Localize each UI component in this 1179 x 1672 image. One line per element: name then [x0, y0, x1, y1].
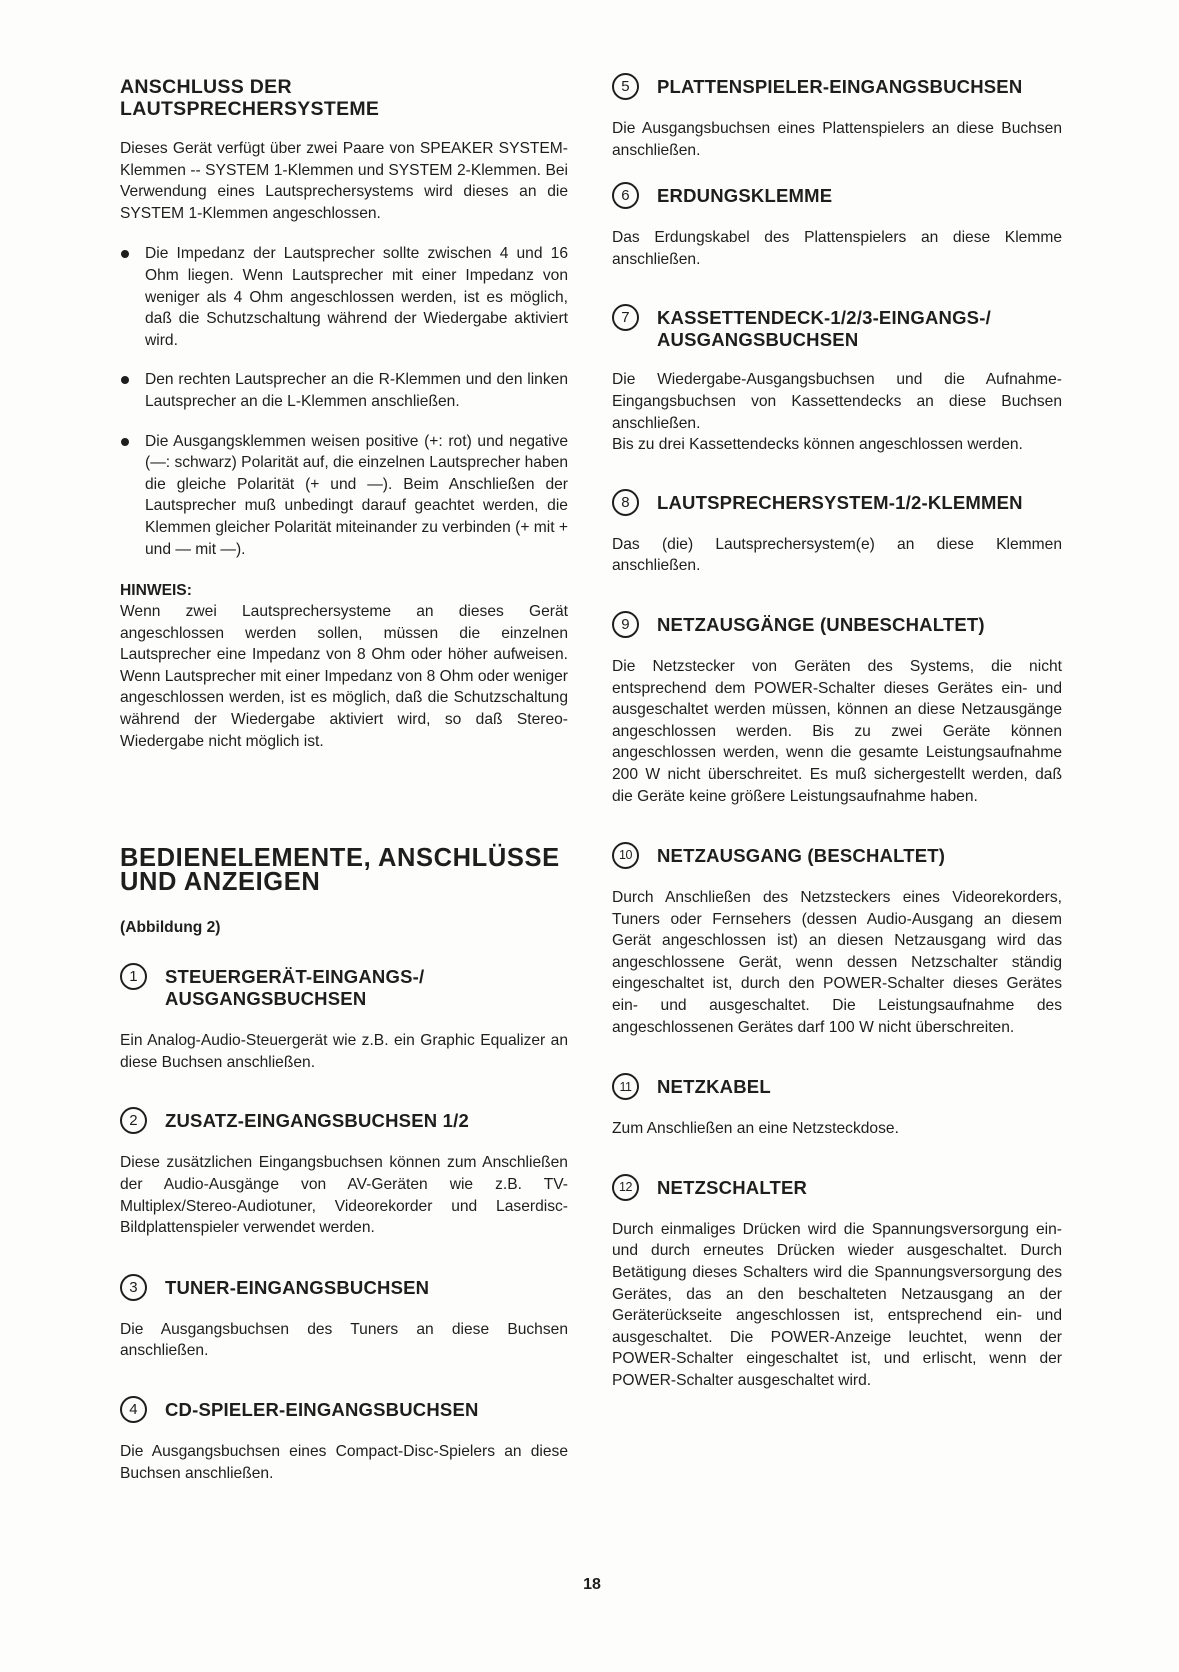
bullet-item	[120, 369, 568, 412]
item-title: CD-SPIELER-EINGANGSBUCHSEN	[165, 1399, 479, 1420]
item-text: Die Ausgangsbuchsen des Tuners an diese Buchsen anschließen.	[120, 1320, 568, 1360]
control-item-10	[612, 845, 1062, 1038]
item-text: Das (die) Lautsprechersystem(e) an diese Klemmen anschließen.	[612, 535, 1062, 575]
item-title-line2: AUSGANGSBUCHSEN	[165, 988, 367, 1010]
item-title: ERDUNGSKLEMME	[657, 185, 833, 207]
bullet-text: Die Impedanz der Lautsprecher sollte zwischen 4 und 16 Ohm liegen. Wenn Lautsprecher mit einer Impedanz von weniger als 4 Ohm angeschlossen werden, ist es möglich, daß die Schutzschaltung während der Wiedergabe aktiviert wird.	[145, 245, 568, 349]
control-item-3	[120, 1277, 568, 1362]
control-item-1	[120, 966, 568, 1073]
item-text: Die Ausgangsbuchsen eines Compact-Disc-Spielers an diese Buchsen anschließen.	[120, 1443, 568, 1482]
item-title: NETZKABEL	[657, 1076, 771, 1098]
item-text: Die Wiedergabe-Ausgangsbuchsen und die Aufnahme-Eingangsbuchsen von Kassettendecks an diese Buchsen anschließen.	[612, 371, 1062, 432]
bullet-item	[120, 431, 568, 561]
section-heading-speakers: ANSCHLUSS DER LAUTSPRECHERSYSTEME	[120, 76, 380, 120]
bullet-text: Den rechten Lautsprecher an die R-Klemmen und den linken Lautsprecher an die L-Klemmen anschließen.	[145, 371, 568, 410]
number-8-icon: 8	[612, 489, 639, 516]
control-item-7	[612, 307, 1062, 455]
item-title: NETZSCHALTER	[657, 1176, 808, 1198]
item-text: Die Ausgangsbuchsen eines Plattenspielers an diese Buchsen anschließen.	[612, 120, 1062, 159]
item-text: Zum Anschließen an eine Netzsteckdose.	[612, 1120, 899, 1138]
item-title: STEUERGERÄT-EINGANGS-/	[165, 966, 425, 988]
note-text: Wenn zwei Lautsprechersysteme an dieses Gerät angeschlossen werden sollen, müssen die einzelnen Lautsprecher eine Impedanz von 8 Ohm oder höher aufweisen. Wenn Lautsprecher mit einer Impedanz von 8 Ohm oder weniger angeschlossen werden, ist es möglich, daß die Schutzschaltung während der Wiedergabe aktiviert wird, so daß Stereo-Wiedergabe nicht möglich ist.	[120, 603, 568, 750]
left-column	[120, 76, 568, 1484]
number-5-icon: 5	[612, 73, 639, 100]
item-title: PLATTENSPIELER-EINGANGSBUCHSEN	[657, 76, 1023, 97]
item-text-2: Bis zu drei Kassettendecks können angeschlossen werden.	[612, 436, 1023, 454]
control-item-11	[612, 1076, 1062, 1140]
item-title: NETZAUSGANG (BESCHALTET)	[657, 845, 946, 867]
item-title: NETZAUSGÄNGE (UNBESCHALTET)	[657, 613, 985, 635]
speakers-intro: Dieses Gerät verfügt über zwei Paare von SPEAKER SYSTEM-Klemmen -- SYSTEM 1-Klemmen und SYSTEM 2-Klemmen. Bei Verwendung eines Lautsprechersystems wird dieses an die SYSTEM 1-Klemmen angeschlossen.	[120, 140, 568, 222]
control-item-9	[612, 614, 1062, 807]
control-item-4	[120, 1399, 568, 1484]
bullet-dot	[121, 250, 129, 258]
bullet-text: Die Ausgangsklemmen weisen positive (+: rot) und negative (—: schwarz) Polarität auf, die einzelnen Lautsprecher haben die gleiche Polarität (+ und —). Beim Anschließen der Lautsprecher muß unbedingt darauf geachtet werden, die Klemmen gleicher Polarität miteinander zu verbinden (+ mit + und — mit —).	[145, 432, 568, 558]
number-2-icon: 2	[120, 1107, 147, 1134]
item-text: Durch Anschließen des Netzsteckers eines Videorekorders, Tuners oder Fernsehers (dessen Audio-Ausgang an diesem Gerät angeschlossen ist) an diesen Netzausgang wird das angeschlossene Gerät, wenn dessen Netzschalter ständig eingeschaltet ist, durch den POWER-Schalter dieses Gerätes ein- und ausgeschaltet. Die Leistungsaufnahme des angeschlossenen Gerätes darf 100 W nicht überschreiten.	[612, 889, 1062, 1036]
number-1-icon: 1	[120, 963, 147, 990]
page-number: 18	[583, 1576, 601, 1593]
number-12-icon: 12	[612, 1174, 639, 1201]
control-item-6	[612, 185, 1062, 270]
item-title: KASSETTENDECK-1/2/3-EINGANGS-/	[657, 307, 991, 329]
control-item-8	[612, 492, 1062, 577]
bullet-item	[120, 243, 568, 351]
note-title: HINWEIS:	[120, 582, 192, 600]
number-9-icon: 9	[612, 611, 639, 638]
item-title: ZUSATZ-EINGANGSBUCHSEN 1/2	[165, 1110, 469, 1132]
controls-heading-line1: BEDIENELEMENTE, ANSCHLÜSSE	[120, 844, 560, 873]
controls-heading	[120, 844, 568, 897]
figure-reference: (Abbildung 2)	[120, 919, 221, 937]
item-title: LAUTSPRECHERSYSTEM-1/2-KLEMMEN	[657, 491, 1023, 513]
item-text: Das Erdungskabel des Plattenspielers an diese Klemme anschließen.	[612, 229, 1062, 268]
control-item-2	[120, 1110, 568, 1238]
item-text: Diese zusätzlichen Eingangsbuchsen können zum Anschließen der Audio-Ausgänge von AV-Geräten wie z.B. TV-Multiplex/Stereo-Audiotuner, Videorekorder und Laserdisc-Bildplattenspieler verwendet werden.	[120, 1154, 568, 1237]
number-6-icon: 6	[612, 182, 639, 209]
item-title-line2: AUSGANGSBUCHSEN	[657, 329, 859, 351]
item-title: TUNER-EINGANGSBUCHSEN	[165, 1276, 430, 1298]
number-7-icon: 7	[612, 304, 639, 331]
control-item-12	[612, 1177, 1062, 1392]
right-column	[612, 76, 1062, 1392]
item-text: Ein Analog-Audio-Steuergerät wie z.B. ein Graphic Equalizer an diese Buchsen anschließen.	[120, 1032, 568, 1071]
bullet-dot	[121, 438, 129, 446]
item-text: Durch einmaliges Drücken wird die Spannungsversorgung ein- und durch erneutes Drücken wieder ausgeschaltet. Durch Betätigung dieses Schalters wird die Spannungsversorgung des Gerätes, das an den beschalteten Netzausgang an der Geräterückseite angeschlossen ist, entsprechend ein- und ausgeschaltet. Die POWER-Anzeige leuchtet, wenn der POWER-Schalter eingeschaltet ist, und erlischt, wenn der POWER-Schalter ausgeschaltet wird.	[612, 1220, 1062, 1389]
number-11-icon: 11	[612, 1073, 639, 1100]
number-10-icon: 10	[612, 842, 639, 869]
item-text: Die Netzstecker von Geräten des Systems, die nicht entsprechend dem POWER-Schalter dieses Gerätes ein- und ausgeschaltet werden müssen, können an diese Netzausgänge angeschlossen werden. Bis zu zwei Geräte können angeschlossen werden, wenn die gesamte Leistungsaufnahme 200 W nicht überschreitet. Es muß sichergestellt werden, daß die Geräte keine größere Leistungsaufnahme haben.	[612, 657, 1062, 805]
control-item-5	[612, 76, 1062, 161]
number-3-icon: 3	[120, 1274, 147, 1301]
controls-heading-line2: UND ANZEIGEN	[120, 868, 321, 897]
bullet-dot	[121, 376, 129, 384]
number-4-icon: 4	[120, 1396, 147, 1423]
